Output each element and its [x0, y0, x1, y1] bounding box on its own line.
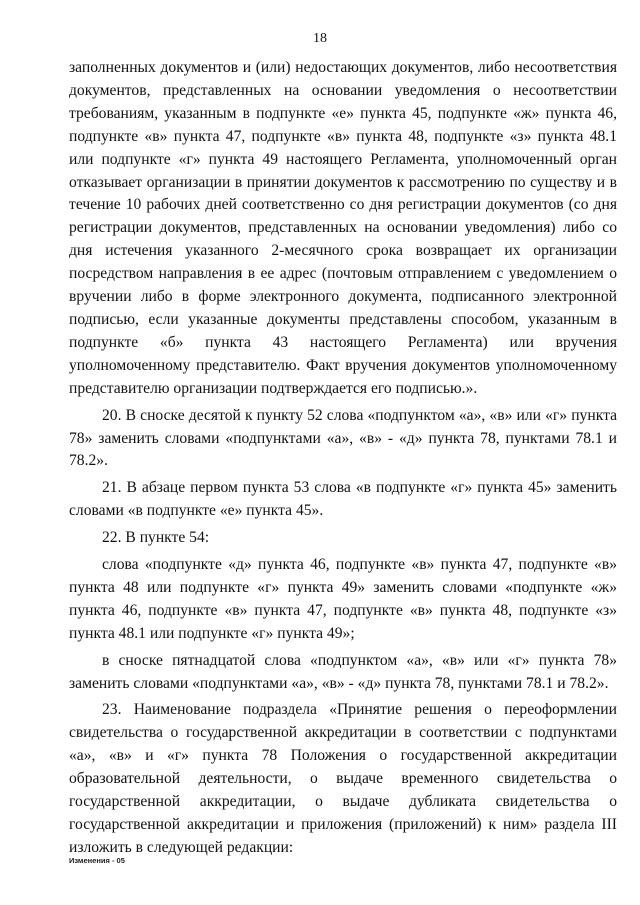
- footer-note: Изменения - 05: [69, 856, 125, 865]
- paragraph-item-21: 21. В абзаце первом пункта 53 слова «в подпункте «г» пункта 45» заменить словами «в подпункте «е» пункта 45».: [69, 479, 617, 520]
- paragraph-item-22-sub1: слова «подпункте «д» пункта 46, подпункте «в» пункта 47, подпункте «в» пункта 48 или подпункте «г» пункта 49» заменить словами «подпункте «ж» пункта 46, подпункте «в» пункта 47, подпункте «в» пункта 48, подпункте «з» пункта 48.1 или подпункте «г» пункта 49»;: [69, 556, 617, 642]
- document-body: [69, 57, 617, 860]
- paragraph-item-20: 20. В сноске десятой к пункту 52 слова «подпунктом «а», «в» или «г» пункта 78» заменить словами «подпунктами «а», «в» - «д» пункта 78, пунктами 78.1 и 78.2».: [69, 406, 617, 470]
- paragraph-item-22: 22. В пункте 54:: [102, 529, 210, 547]
- paragraph-continuation: заполненных документов и (или) недостающих документов, либо несоответствия документов, представленных на основании уведомления о несоответствии требованиям, указанным в подпункте «е» пункта 45, подпункте «ж» пункта 46, подпункте «в» пункта 47, подпункте «в» пункта 48, подпункте «з» пункта 48.1 или подпункте «г» пункта 49 настоящего Регламента, уполномоченный орган отказывает организации в принятии документов к рассмотрению по существу и в течение 10 рабочих дней соответственно со дня регистрации документов (со дня регистрации документов, представленных на основании уведомления) либо со дня истечения указанного 2-месячного срока возвращает их организации посредством направления в ее адрес (почтовым отправлением с уведомлением о вручении либо в форме электронного документа, подписанного электронной подписью, если указанные документы представлены способом, указанным в подпункте «б» пункта 43 настоящего Регламента) или вручения уполномоченному представителю. Факт вручения документов уполномоченному представителю организации подтверждается его подписью.».: [69, 59, 617, 397]
- paragraph-item-22-sub2: в сноске пятнадцатой слова «подпунктом «а», «в» или «г» пункта 78» заменить словами «подпунктами «а», «в» - «д» пункта 78, пунктами 78.1 и 78.2».: [69, 651, 617, 692]
- page-number: 18: [313, 31, 327, 46]
- paragraph-item-23: 23. Наименование подраздела «Принятие решения о переоформлении свидетельства о государственной аккредитации в соответствии с подпунктами «а», «в» и «г» пункта 78 Положения о государственной аккредитации образовательной деятельности, о выдаче временного свидетельства о государственной аккредитации, о выдаче дубликата свидетельства о государственной аккредитации и приложения (приложений) к ним» раздела III изложить в следующей редакции:: [69, 701, 617, 856]
